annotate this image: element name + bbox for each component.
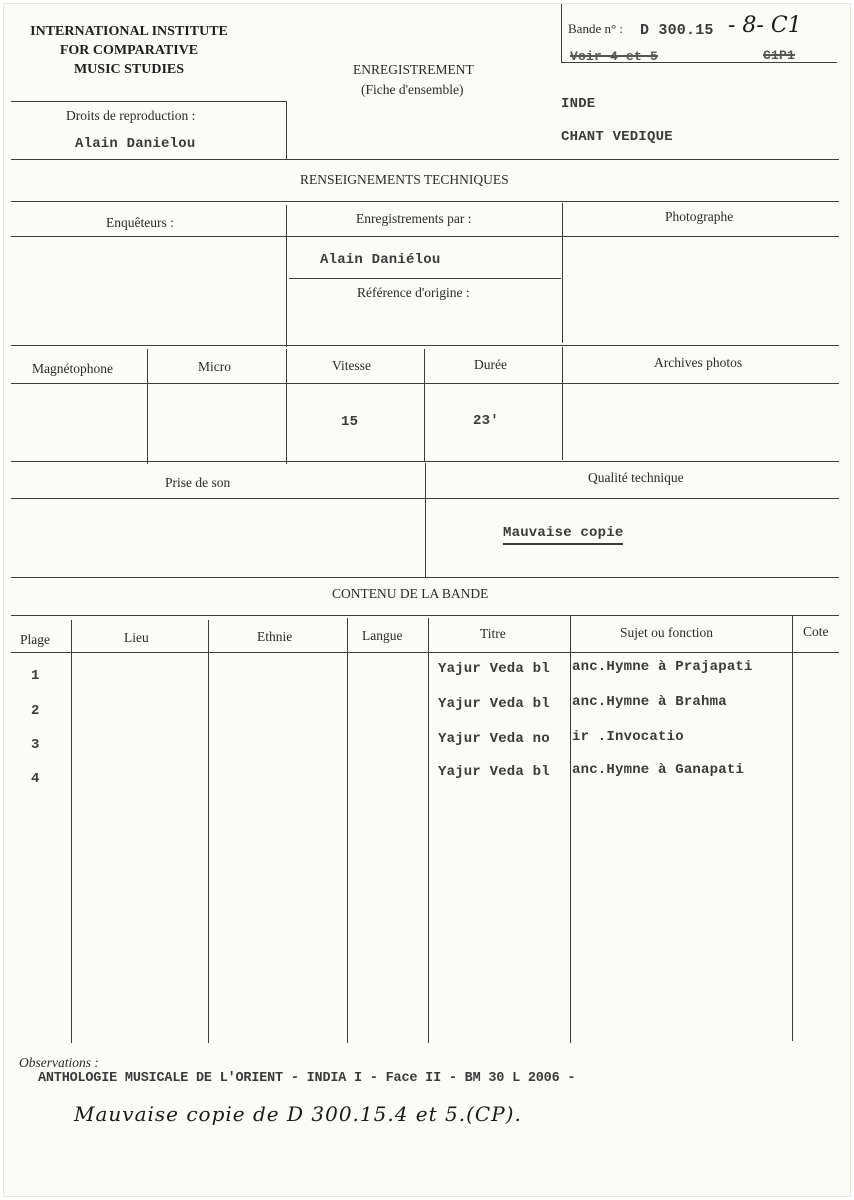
row-1-plage: 1: [31, 668, 40, 684]
rights-box-right: [286, 101, 287, 159]
contents-divider-5: [570, 616, 571, 1043]
observations-typed: ANTHOLOGIE MUSICALE DE L'ORIENT - INDIA I - Face II - BM 30 L 2006 -: [38, 1071, 576, 1086]
rights-box-top: [11, 101, 286, 102]
qualite-value: Mauvaise copie: [503, 525, 623, 545]
col-ethnie: Ethnie: [257, 629, 293, 644]
photographe-label: Photographe: [665, 209, 734, 224]
institute-line-2: FOR COMPARATIVE: [59, 43, 199, 58]
observations-handwritten: Mauvaise copie de D 300.15.4 et 5.(CP).: [74, 1102, 522, 1126]
observations-label: Observations :: [19, 1055, 99, 1070]
qualite-label: Qualité technique: [588, 470, 684, 485]
row-4-plage: 4: [31, 771, 40, 787]
tech-section-title: RENSEIGNEMENTS TECHNIQUES: [300, 172, 509, 187]
row-2-sujet: anc.Hymne à Brahma: [572, 694, 727, 710]
contents-rule-1: [11, 615, 839, 616]
tech-divider-g: [425, 463, 426, 577]
genre: CHANT VEDIQUE: [561, 129, 673, 145]
archives-label: Archives photos: [654, 355, 743, 370]
rights-label: Droits de reproduction :: [66, 108, 196, 123]
rights-holder: Alain Danielou: [75, 136, 196, 152]
bande-number: D 300.15: [640, 22, 714, 39]
tech-rule-4: [11, 383, 839, 384]
header-bottom-rule: [11, 159, 839, 160]
contents-divider-3: [347, 618, 348, 1043]
enqueteurs-label: Enquêteurs :: [106, 215, 174, 230]
contents-section-title: CONTENU DE LA BANDE: [332, 586, 489, 601]
tech-rule-7: [11, 577, 839, 578]
row-4-titre: Yajur Veda bl: [438, 764, 550, 780]
duree-label: Durée: [474, 357, 507, 372]
tech-divider-f: [562, 347, 563, 460]
magnetophone-label: Magnétophone: [32, 361, 113, 376]
tech-rule-6: [11, 498, 839, 499]
reference-label: Référence d'origine :: [357, 285, 470, 300]
country: INDE: [561, 96, 596, 112]
prise-label: Prise de son: [165, 475, 231, 490]
contents-divider-4: [428, 618, 429, 1043]
col-lieu: Lieu: [124, 630, 149, 645]
recorder-name: Alain Daniélou: [320, 252, 441, 268]
bande-box-left-border: [561, 4, 562, 62]
col-sujet: Sujet ou fonction: [620, 625, 713, 640]
form-subtitle: (Fiche d'ensemble): [361, 82, 464, 97]
tech-rule-1: [11, 201, 839, 202]
col-cote: Cote: [803, 624, 829, 639]
contents-rule-2: [11, 652, 839, 653]
tech-rule-3: [11, 345, 839, 346]
reference-rule: [289, 278, 561, 279]
vitesse-value: 15: [341, 414, 359, 430]
tech-rule-5: [11, 461, 839, 462]
form-title: ENREGISTREMENT: [353, 62, 474, 77]
bande-handwritten-suffix: - 8- C1: [728, 13, 802, 38]
col-titre: Titre: [480, 626, 506, 641]
contents-divider-6: [792, 616, 793, 1041]
row-2-plage: 2: [31, 703, 40, 719]
struck-code: C1P1: [763, 48, 796, 63]
row-4-sujet: anc.Hymne à Ganapati: [572, 762, 745, 778]
tech-divider-d: [286, 349, 287, 464]
institute-line-1: INTERNATIONAL INSTITUTE: [30, 24, 228, 39]
row-3-plage: 3: [31, 737, 40, 753]
row-2-titre: Yajur Veda bl: [438, 696, 550, 712]
tech-divider-e: [424, 349, 425, 462]
tech-divider-a: [286, 205, 287, 347]
col-langue: Langue: [362, 628, 403, 643]
vitesse-label: Vitesse: [332, 358, 371, 373]
institute-line-3: MUSIC STUDIES: [73, 62, 185, 77]
contents-divider-1: [71, 620, 72, 1043]
row-3-titre: Yajur Veda no: [438, 731, 550, 747]
row-1-titre: Yajur Veda bl: [438, 661, 550, 677]
col-plage: Plage: [20, 632, 50, 647]
micro-label: Micro: [198, 359, 231, 374]
struck-reference: Voir 4 et 5: [570, 49, 659, 64]
tech-rule-2: [11, 236, 839, 237]
tech-divider-c: [147, 349, 148, 464]
duree-value: 23': [473, 413, 499, 429]
row-1-sujet: anc.Hymne à Prajapati: [572, 659, 753, 675]
bande-label: Bande n° :: [568, 21, 624, 36]
tech-divider-b: [562, 203, 563, 343]
contents-divider-2: [208, 620, 209, 1043]
enregistrements-label: Enregistrements par :: [356, 211, 472, 226]
row-3-sujet: ir .Invocatio: [572, 729, 684, 745]
institute-name: [6, 22, 252, 79]
